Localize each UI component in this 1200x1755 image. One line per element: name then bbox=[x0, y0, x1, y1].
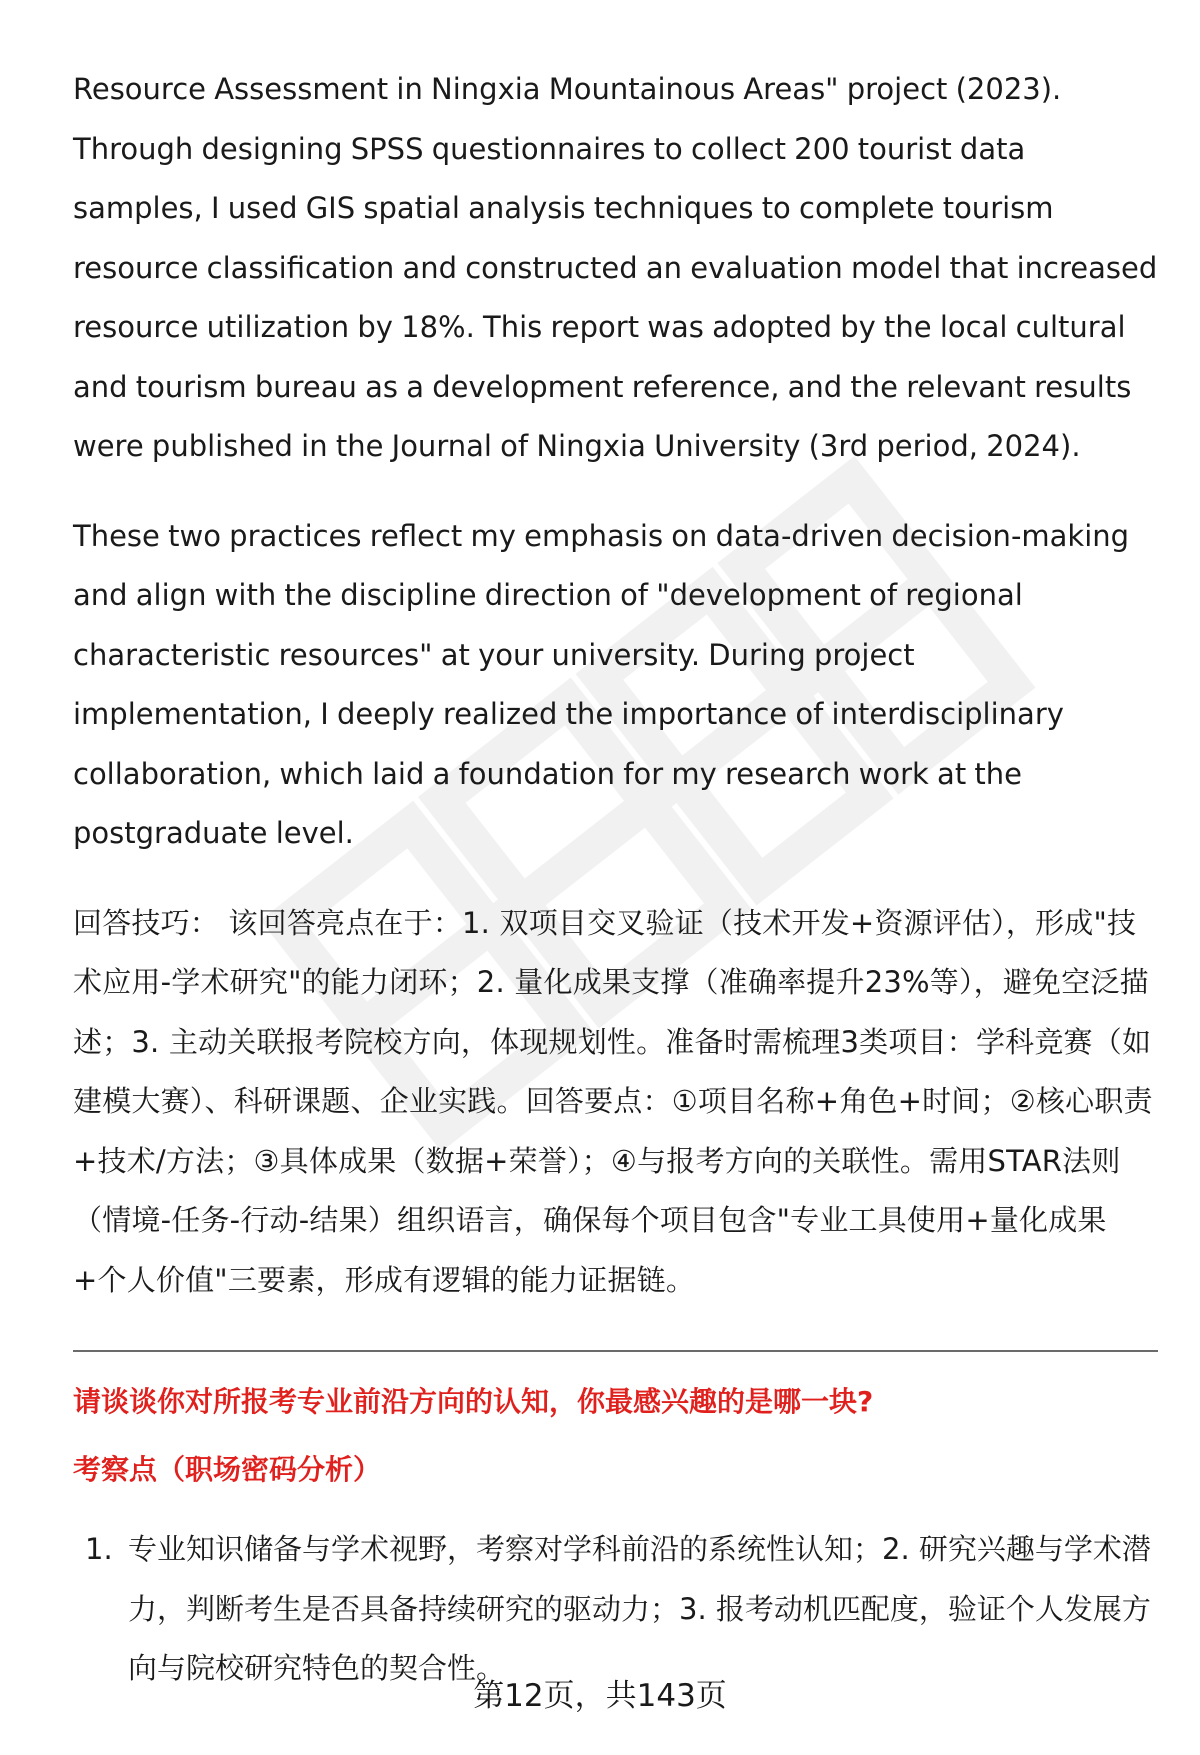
body-paragraph-1: Resource Assessment in Ningxia Mountainous Areas" project (2023). Through designing SPSS questionnaires to collect 200 tourist data samples, I used GIS spatial analysis techniques to complete tourism resource classification and constructed an evaluation model that increased resource utilization by 18%. This report was adopted by the local cultural and tourism bureau as a development reference, and the relevant results were published in the Journal of Ningxia University (3rd period, 2024). bbox=[73, 72, 1158, 463]
page-number-footer: 第12页，共143页 bbox=[473, 1678, 727, 1714]
document-page bbox=[73, 60, 1158, 1699]
interview-question: 请谈谈你对所报考专业前沿方向的认知，你最感兴趣的是哪一块? bbox=[73, 1385, 874, 1418]
list-item-number: 1. bbox=[85, 1532, 113, 1566]
assessment-points-heading: 考察点（职场密码分析） bbox=[73, 1453, 382, 1486]
section-divider bbox=[73, 1350, 1158, 1352]
answer-tips: 回答技巧： 该回答亮点在于：1. 双项目交叉验证（技术开发+资源评估），形成"技术应用-学术研究"的能力闭环；2. 量化成果支撑（准确率提升23%等），避免空泛描述；3. 主动关联报考院校方向，体现规划性。准备时需梳理3类项目：学科竞赛（如建模大赛）、科研课题、企业实践。回答要点：①项目名称+角色+时间；②核心职责+技术/方法；③具体成果（数据+荣誉）；④与报考方向的关联性。需用STAR法则（情境-任务-行动-结果）组织语言，确保每个项目包含"专业工具使用+量化成果+个人价值"三要素，形成有逻辑的能力证据链。 bbox=[73, 905, 1153, 1297]
list-item-text: 专业知识储备与学术视野，考察对学科前沿的系统性认知；2. 研究兴趣与学术潜力，判断考生是否具备持续研究的驱动力；3. 报考动机匹配度，验证个人发展方向与院校研究特色的契合性。 bbox=[128, 1532, 1151, 1685]
body-paragraph-2: These two practices reflect my emphasis on data-driven decision-making and align with the discipline direction of "development of regional characteristic resources" at your university. During project implementation, I deeply realized the importance of interdisciplinary collaboration, which laid a foundation for my research work at the postgraduate level. bbox=[73, 518, 1130, 850]
